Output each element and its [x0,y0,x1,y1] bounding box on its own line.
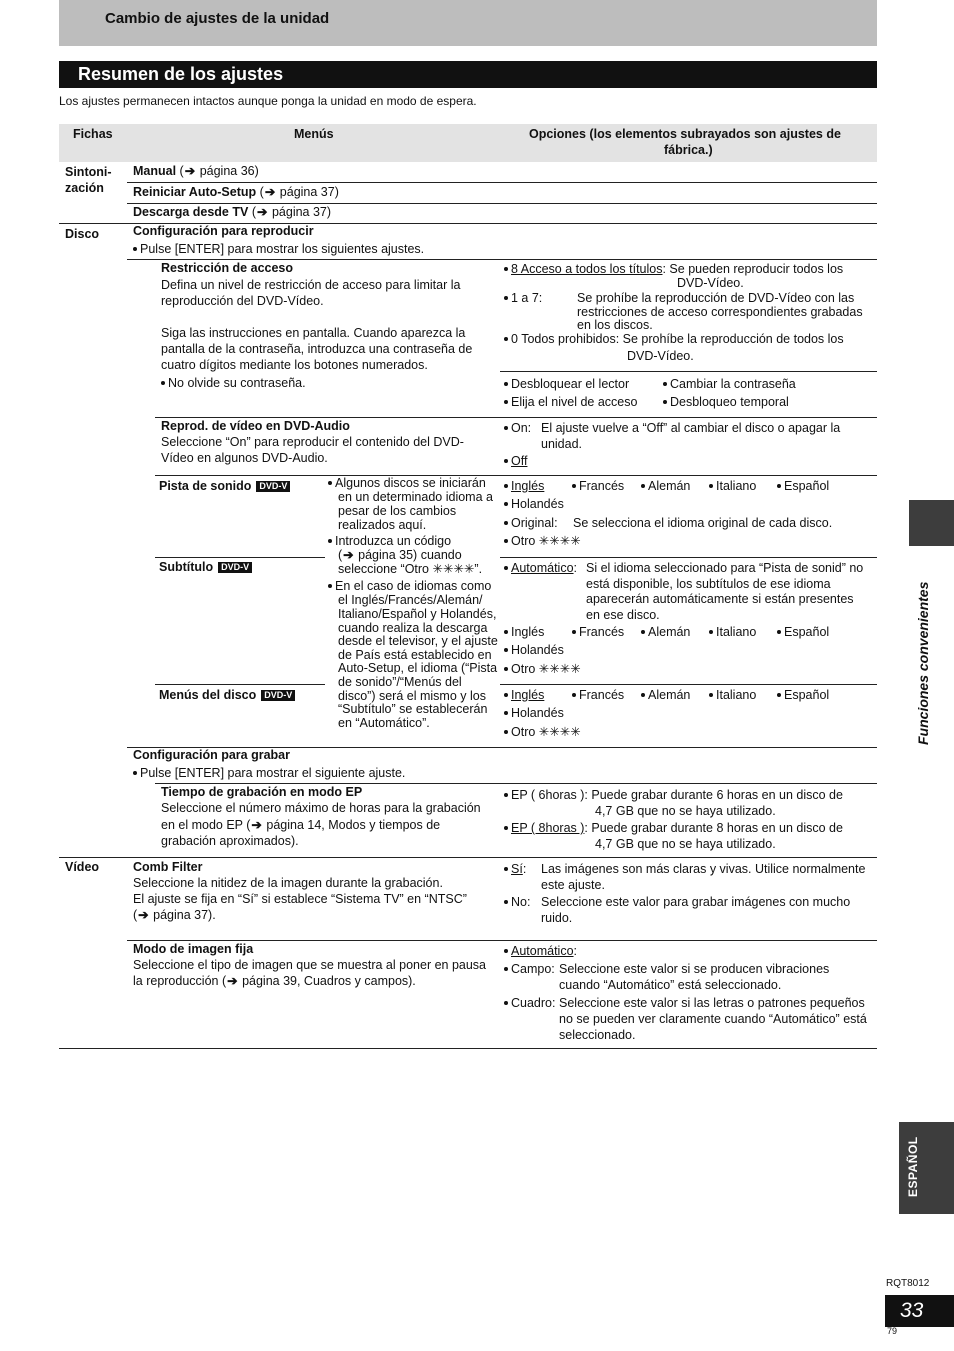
comb-option-no-text: ruido. [541,911,573,925]
asterisk-icons: ✳✳✳✳ [538,534,581,548]
column-header-fichas: Fichas [73,127,113,141]
tiempo-ep-desc: en el modo EP (➔ página 14, Modos y tiempos de [161,818,441,832]
column-header-opciones-1: Opciones (los elementos subrayados son ajustes de [529,127,841,141]
restriccion-option-1-7-text: Se prohíbe la reproducción de DVD-Vídeo con las [577,291,855,305]
tiempo-ep-option-6-cont: 4,7 GB que no se haya utilizado. [595,804,776,818]
column-header-opciones-2: fábrica.) [664,143,713,157]
restriccion-title: Restricción de acceso [161,261,294,275]
comb-filter-desc: El ajuste se fija en “Sí” si establece “Sistema TV” en “NTSC” [133,892,467,906]
comb-filter-desc: (➔ página 37). [133,908,216,922]
note-3-text: Auto-Setup, el idioma (“Pista [338,661,498,675]
pista-option-original: Original: [504,516,558,532]
bullet-icon [504,826,508,830]
bullet-icon [504,267,508,271]
arrow-icon: ➔ [343,548,354,562]
menus-disco-option-frances: Francés [572,688,624,704]
note-1-text: pesar de los cambios [338,504,457,518]
section-header-title: Cambio de ajustes de la unidad [105,10,330,27]
bullet-icon [709,693,713,697]
subtitulo-option-auto-text: aparecerán automáticamente si están presentes [586,592,854,606]
page-number: 33 [900,1299,924,1322]
divider [500,684,877,685]
bullet-icon [504,521,508,525]
bullet-icon [133,771,137,775]
menu-reiniciar: Reiniciar Auto-Setup (➔ página 37) [133,185,339,199]
comb-option-no: No: [504,895,530,911]
config-reproducir-note: Pulse [ENTER] para mostrar los siguientes ajustes. [133,242,424,258]
bullet-icon [572,693,576,697]
bullet-icon [504,426,508,430]
comb-option-no-text: Seleccione este valor para grabar imágenes con mucho [541,895,851,909]
side-section-label: Funciones convenientes [915,581,931,745]
tiempo-ep-desc: grabación aproximados). [161,834,299,848]
restriccion-option-0: 0 Todos prohibidos: Se prohíbe la reproducción de todos los [504,332,844,348]
bullet-icon [328,481,332,485]
divider [155,417,877,418]
restriccion-desc: pantalla de la contraseña, introduzca una contraseña de [161,342,473,356]
subtitulo-option-italiano: Italiano [709,625,756,641]
bullet-icon [504,502,508,506]
bullet-icon [504,693,508,697]
note-1-text: en un determinado idioma a [338,490,493,504]
subtitulo-option-auto: Automático: [504,561,577,577]
subtitulo-option-auto-text: en ese disco. [586,608,660,622]
note-3-text: de sonido”/“Menús del [338,675,462,689]
bullet-icon [572,630,576,634]
divider [127,203,877,204]
imagen-fija-option-campo: Campo: [504,962,555,978]
note-3-text: Italiano/Español y Holandés, [338,607,497,621]
bullet-icon [777,630,781,634]
comb-option-si-text: Las imágenes son más claras y vivas. Utilice normalmente [541,862,866,876]
restriccion-desc: Defina un nivel de restricción de acceso para limitar la [161,278,461,292]
tab-sintonizacion-1: Sintoni- [65,165,112,179]
subtitulo-option-frances: Francés [572,625,624,641]
bullet-icon [504,459,508,463]
side-tab-block [909,500,954,546]
bullet-icon [504,667,508,671]
imagen-fija-option-cuadro-text: Seleccione este valor si las letras o patrones pequeños [559,996,865,1010]
restriccion-option-0-cont: DVD-Vídeo. [627,349,694,363]
tiempo-ep-option-8: EP ( 8horas ): Puede grabar durante 8 horas en un disco de [504,821,843,837]
subtitulo-option-aleman: Alemán [641,625,690,641]
comb-option-si-text: este ajuste. [541,878,605,892]
divider [155,783,877,784]
bullet-icon [641,693,645,697]
restriccion-note: No olvide su contraseña. [161,376,306,392]
menu-descarga: Descarga desde TV (➔ página 37) [133,205,332,219]
bullet-icon [641,484,645,488]
bullet-icon [777,484,781,488]
note-3-text: de País está establecido en [338,648,492,662]
bullet-icon [504,793,508,797]
menus-disco-option-italiano: Italiano [709,688,756,704]
restriccion-option-desbloquear: Desbloquear el lector [504,377,629,393]
config-reproducir: Configuración para reproducir [133,224,314,238]
bullet-icon [504,1001,508,1005]
note-3-text: desde el televisor, y el ajuste [338,634,498,648]
pista-option-otro: Otro ✳✳✳✳ [504,534,581,550]
dvd-audio-title: Reprod. de vídeo en DVD-Audio [161,419,350,433]
restriccion-option-8: 8 Acceso a todos los títulos: Se pueden reproducir todos los [504,262,843,278]
restriccion-option-1-7-text: en los discos. [577,318,653,332]
restriccion-option-nivel: Elija el nivel de acceso [504,395,637,411]
restriccion-option-8-cont: DVD-Vídeo. [677,276,744,290]
bullet-icon [504,730,508,734]
menu-manual: Manual (➔ página 36) [133,164,259,178]
bullet-icon [641,630,645,634]
arrow-icon: ➔ [251,818,262,832]
note-2-text: (➔ página 35) cuando [338,548,462,562]
subtitulo-option-ingles: Inglés [504,625,544,641]
note-1-text: realizados aquí. [338,518,427,532]
pista-title: Pista de sonido DVD-V [159,479,290,495]
divider [127,259,877,260]
imagen-fija-option-campo-text: cuando “Automático” está seleccionado. [559,978,782,992]
imagen-fija-title: Modo de imagen fija [133,942,254,956]
menus-disco-title: Menús del disco DVD-V [159,688,295,704]
tab-disco: Disco [65,227,100,241]
bullet-icon [328,539,332,543]
bullet-icon [328,584,332,588]
subtitulo-option-holandes: Holandés [504,643,564,659]
dvd-v-badge: DVD-V [261,690,295,701]
bullet-icon [663,382,667,386]
tiempo-ep-desc: Seleccione el número máximo de horas para la grabación [161,801,481,815]
arrow-icon: ➔ [227,974,238,988]
note-3-text: disco”) será el mismo y los [338,689,486,703]
menus-disco-option-holandes: Holandés [504,706,564,722]
divider [59,857,877,858]
dvd-v-badge: DVD-V [256,481,290,492]
note-2: Introduzca un código [328,534,451,548]
note-3-text: en “Automático”. [338,716,430,730]
restriccion-desc: reproducción del DVD-Vídeo. [161,294,324,308]
menus-disco-option-ingles: Inglés [504,688,544,704]
menus-disco-option-aleman: Alemán [641,688,690,704]
comb-filter-title: Comb Filter [133,860,203,874]
dvd-audio-option-on: On: [504,421,531,437]
note-3-text: “Subtítulo” se establecerán [338,702,488,716]
imagen-fija-option-campo-text: Seleccione este valor si se producen vibraciones [559,962,830,976]
comb-option-si: Sí: [504,862,526,878]
subtitulo-option-espanol: Español [777,625,829,641]
imagen-fija-option-cuadro-text: no se pueden ver claramente cuando “Automático” está [559,1012,867,1026]
subtitulo-option-auto-text: Si el idioma seleccionado para “Pista de sonid” no [586,561,864,575]
divider [155,684,325,685]
tab-sintonizacion-2: zación [65,181,104,195]
pista-option-ingles: Inglés [504,479,544,495]
asterisk-icons: ✳✳✳✳ [538,725,581,739]
note-3: En el caso de idiomas como [328,579,491,593]
column-header-menus: Menús [294,127,334,141]
config-grabar-note: Pulse [ENTER] para mostrar el siguiente ajuste. [133,766,405,782]
tiempo-ep-option-8-cont: 4,7 GB que no se haya utilizado. [595,837,776,851]
bullet-icon [504,566,508,570]
divider [59,1048,877,1049]
bullet-icon [133,247,137,251]
pista-option-espanol: Español [777,479,829,495]
imagen-fija-option-cuadro-text: seleccionado. [559,1028,636,1042]
intro-text: Los ajustes permanecen intactos aunque ponga la unidad en modo de espera. [59,94,477,108]
restriccion-desc: Siga las instrucciones en pantalla. Cuando aparezca la [161,326,466,340]
imagen-fija-option-auto: Automático: [504,944,577,960]
imagen-fija-option-cuadro: Cuadro: [504,996,555,1012]
menus-disco-option-otro: Otro ✳✳✳✳ [504,725,581,741]
menus-disco-option-espanol: Español [777,688,829,704]
bullet-icon [572,484,576,488]
dvd-audio-option-on-text: unidad. [541,437,583,451]
bullet-icon [504,296,508,300]
pista-option-original-text: Se selecciona el idioma original de cada disco. [573,516,833,530]
divider [127,182,877,183]
arrow-icon: ➔ [257,205,268,219]
bullet-icon [663,400,667,404]
config-grabar: Configuración para grabar [133,748,290,762]
dvd-audio-option-on-text: El ajuste vuelve a “Off” al cambiar el disco o apagar la [541,421,841,435]
language-label: ESPAÑOL [906,1136,920,1197]
restriccion-desc: cuatro dígitos mediante los botones numerados. [161,358,428,372]
bullet-icon [709,630,713,634]
restriccion-option-temporal: Desbloqueo temporal [663,395,789,411]
restriccion-option-1-7-text: restricciones de acceso correspondientes grabadas [577,305,863,319]
bullet-icon [709,484,713,488]
divider [500,371,877,372]
subtitulo-title: Subtítulo DVD-V [159,560,252,576]
divider [127,940,877,941]
bullet-icon [504,867,508,871]
bullet-icon [504,967,508,971]
bullet-icon [504,382,508,386]
note-2-text: seleccione “Otro ✳✳✳✳”. [338,562,483,576]
imagen-fija-desc: la reproducción (➔ página 39, Cuadros y campos). [133,974,416,988]
tiempo-ep-title: Tiempo de grabación en modo EP [161,785,363,799]
bullet-icon [504,900,508,904]
note-3-text: cuando realiza la descarga [338,621,488,635]
restriccion-option-cambiar: Cambiar la contraseña [663,377,796,393]
divider [500,557,877,558]
divider [155,475,877,476]
note-1: Algunos discos se iniciarán [328,476,486,490]
model-number: RQT8012 [886,1278,930,1289]
bullet-icon [504,337,508,341]
bullet-icon [504,484,508,488]
bullet-icon [161,381,165,385]
pista-option-holandes: Holandés [504,497,564,513]
pista-option-aleman: Alemán [641,479,690,495]
bullet-icon [504,539,508,543]
subtitulo-option-auto-text: está disponible, los subtítulos de ese idioma [586,577,831,591]
dvd-audio-desc: Seleccione “On” para reproducir el contenido del DVD- [161,435,464,449]
arrow-icon: ➔ [184,164,196,178]
comb-filter-desc: Seleccione la nitidez de la imagen durante la grabación. [133,876,443,890]
bullet-icon [777,693,781,697]
divider [155,557,325,558]
pista-option-italiano: Italiano [709,479,756,495]
tiempo-ep-option-6: EP ( 6horas ): Puede grabar durante 6 horas en un disco de [504,788,843,804]
note-3-text: el Inglés/Francés/Alemán/ [338,593,483,607]
arrow-icon: ➔ [264,185,276,199]
tab-video: Vídeo [65,860,100,874]
imagen-fija-desc: Seleccione el tipo de imagen que se muestra al poner en pausa [133,958,487,972]
sub-page-number: 79 [887,1326,898,1336]
bullet-icon [504,648,508,652]
bullet-icon [504,711,508,715]
dvd-v-badge: DVD-V [218,562,252,573]
asterisk-icons: ✳✳✳✳ [432,562,475,576]
dvd-audio-option-off: Off [504,454,527,470]
arrow-icon: ➔ [138,908,149,922]
dvd-audio-desc: Vídeo en algunos DVD-Audio. [161,451,328,465]
page-title: Resumen de los ajustes [78,64,284,84]
subtitulo-option-otro: Otro ✳✳✳✳ [504,662,581,678]
bullet-icon [504,400,508,404]
asterisk-icons: ✳✳✳✳ [538,662,581,676]
bullet-icon [504,630,508,634]
restriccion-option-1-7: 1 a 7: [504,291,542,307]
pista-option-frances: Francés [572,479,624,495]
bullet-icon [504,949,508,953]
